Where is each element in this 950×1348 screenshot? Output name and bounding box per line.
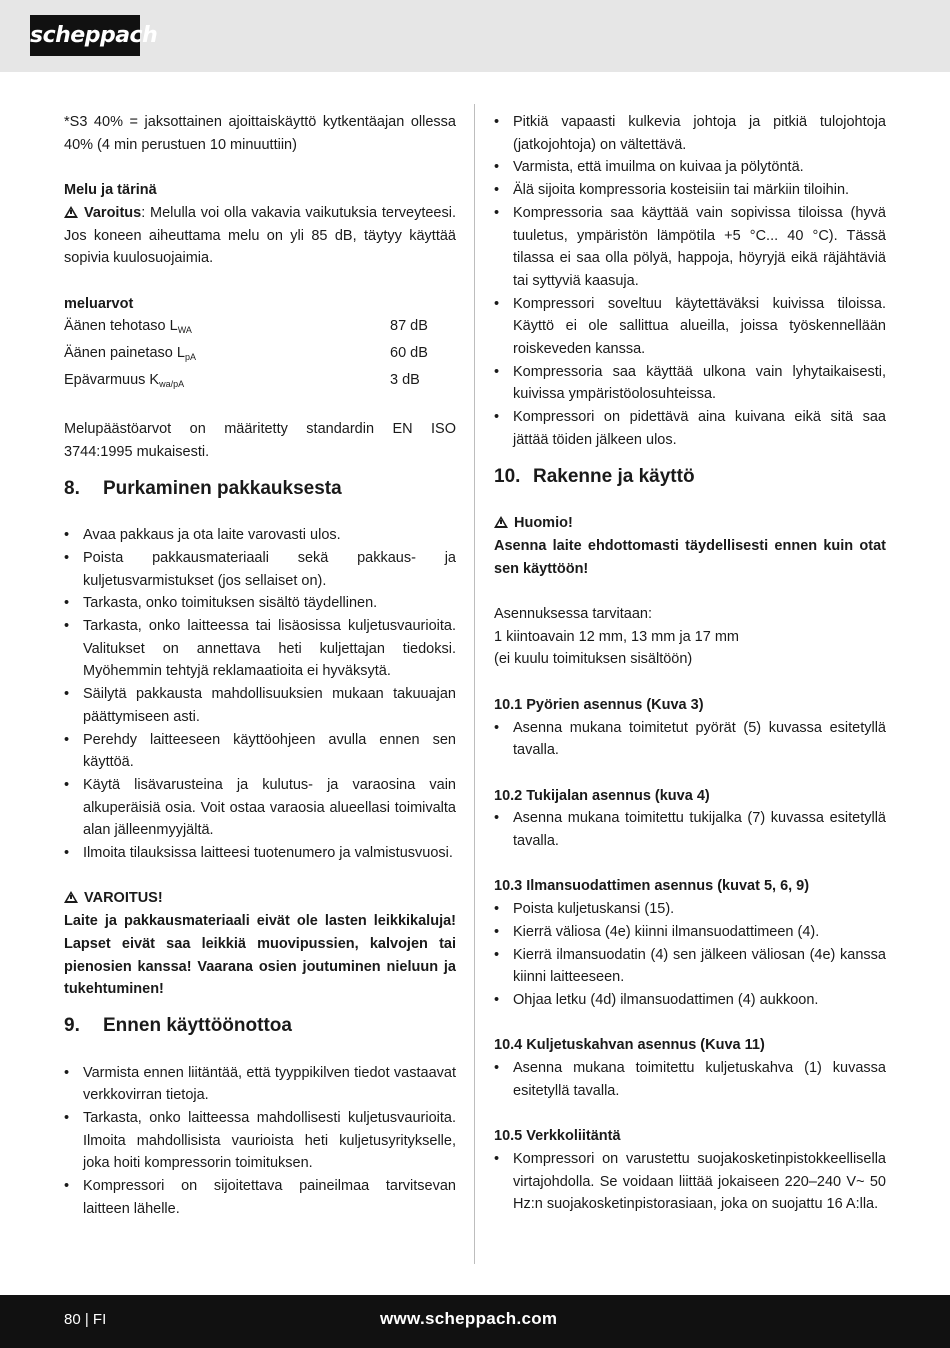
notice-label: Huomio!: [514, 515, 573, 532]
list-item: • Kompressori on pidettävä aina kuivana eikä sitä saa jättää töiden jälkeen ulos.: [494, 406, 886, 451]
tools-heading: Asennuksessa tarvitaan:: [494, 606, 652, 623]
list-item: • Varmista, että imuilma on kuivaa ja pölytöntä.: [494, 156, 886, 179]
section-number: 10.: [494, 465, 521, 487]
subsection-list: [494, 1057, 886, 1102]
left-column: [64, 111, 456, 1221]
list-item: • Kompressoria saa käyttää ulkona vain lyhytaikaisesti, kuivissa ympäristöolosuhteissa.: [494, 361, 886, 406]
page-header: [0, 0, 950, 72]
subsection-list: [494, 717, 886, 762]
section-10-heading: [494, 464, 886, 490]
s3-note: *S3 40% = jaksottainen ajoittaiskäyttö kytkentäajan ollessa 40% (4 min perustuen 10 minuuttiin): [64, 114, 456, 153]
list-item: • Perehdy laitteeseen käyttöohjeen avulla ennen sen käyttöä.: [64, 729, 456, 774]
list-item: • Ilmoita tilauksissa laitteesi tuotenumero ja valmistusvuosi.: [64, 842, 456, 865]
noise-value-sub: pA: [184, 352, 196, 362]
section-number: 8.: [64, 477, 80, 499]
subsection-title: 10.3 Ilmansuodattimen asennus (kuvat 5, 6, 9): [494, 878, 810, 895]
list-item: • Kierrä väliosa (4e) kiinni ilmansuodattimeen (4).: [494, 921, 886, 944]
list-item: • Kompressoria saa käyttää vain sopivissa tiloissa (hyvä tuuletus, ympäristön lämpötila +5 °C... 40 °C). Tässä tilassa ei saa olla pölyä, happoja, höyryjä eikä räjähtäviä tai syttyviä kaasuja.: [494, 202, 886, 293]
list-item: • Ohjaa letku (4d) ilmansuodattimen (4) aukkoon.: [494, 989, 886, 1012]
list-item: • Asenna mukana toimitetut pyörät (5) kuvassa esitetyllä tavalla.: [494, 717, 886, 762]
list-item: • Varmista ennen liitäntää, että tyyppikilven tiedot vastaavat verkkovirran tietoja.: [64, 1062, 456, 1107]
noise-warning: [64, 202, 456, 270]
list-item: • Älä sijoita kompressoria kosteisiin tai märkiin tiloihin.: [494, 179, 886, 202]
subsection-list: [494, 1148, 886, 1216]
warning-text: Laite ja pakkausmateriaali eivät ole lasten leikkikaluja! Lapset eivät saa leikkiä muovipussien, kalvojen tai pienosien kanssa! Vaarana osien joutuminen nieluun ja tukehtuminen!: [64, 913, 456, 998]
subsection-title: 10.2 Tukijalan asennus (kuva 4): [494, 787, 710, 804]
list-item: • Asenna mukana toimitettu tukijalka (7) kuvassa esitetyllä tavalla.: [494, 807, 886, 852]
warning-heading: [64, 887, 456, 910]
warning-icon: [64, 891, 78, 903]
noise-value-row: [64, 369, 456, 396]
noise-value-sub: WA: [177, 325, 192, 336]
subsection-list: [494, 807, 886, 852]
list-item: • Poista pakkausmateriaali sekä pakkaus- ja kuljetusvarmistukset (jos sellaiset on).: [64, 547, 456, 592]
noise-value: 87 dB: [390, 318, 428, 335]
subsection-title: 10.1 Pyörien asennus (Kuva 3): [494, 696, 704, 713]
noise-value-row: [64, 342, 456, 369]
noise-warning-label: Varoitus: [84, 204, 142, 221]
list-item: • Säilytä pakkausta mahdollisuuksien mukaan takuuajan päättymiseen asti.: [64, 683, 456, 728]
noise-value-sub: wa/pA: [159, 378, 185, 389]
noise-value-label: Epävarmuus K: [64, 371, 160, 388]
section-title: Ennen käyttöönottoa: [103, 1014, 292, 1036]
section-9-list: [64, 1062, 456, 1221]
website-link[interactable]: www.scheppach.com: [380, 1309, 558, 1328]
list-item: • Avaa pakkaus ja ota laite varovasti ulos.: [64, 524, 456, 547]
section-title: Rakenne ja käyttö: [533, 465, 695, 487]
list-item: • Asenna mukana toimitettu kuljetuskahva (1) kuvassa esitetyllä tavalla.: [494, 1057, 886, 1102]
notice-heading: [494, 512, 886, 535]
column-divider: [474, 104, 475, 1264]
section-8-heading: [64, 476, 456, 502]
notice-text: Asenna laite ehdottomasti täydellisesti ennen kuin otat sen käyttöön!: [494, 537, 886, 577]
subsection-title: 10.4 Kuljetuskahvan asennus (Kuva 11): [494, 1037, 765, 1054]
noise-values-heading: meluarvot: [64, 295, 134, 312]
list-item: • Tarkasta, onko toimituksen sisältö täydellinen.: [64, 592, 456, 615]
noise-standard: Melupäästöarvot on määritetty standardin EN ISO 3744:1995 mukaisesti.: [64, 421, 456, 460]
page-number: 80 | FI: [64, 1311, 107, 1328]
tools-note: (ei kuulu toimituksen sisältöön): [494, 651, 693, 668]
warning-icon: [64, 206, 78, 218]
list-item: • Tarkasta, onko laitteessa mahdollisesti kuljetusvaurioita. Ilmoita mahdollisista vaurioista heti kuljetusyritykselle, joka hoiti kompressorin toimituksen.: [64, 1107, 456, 1175]
noise-value: 3 dB: [390, 371, 420, 388]
list-item: • Kompressori soveltuu käytettäväksi kuivissa tiloissa. Käyttö ei ole sallittua alueilla, joissa työskennellään roiskeveden kanssa.: [494, 293, 886, 361]
noise-value-label: Äänen tehotaso L: [64, 318, 178, 335]
section-9-heading: [64, 1013, 456, 1039]
subsection-title: 10.5 Verkkoliitäntä: [494, 1128, 621, 1145]
list-item: • Kierrä ilmansuodatin (4) sen jälkeen väliosan (4e) kanssa kiinni laitteeseen.: [494, 944, 886, 989]
section-9-list-continued: [494, 111, 886, 452]
noise-value-label: Äänen painetaso L: [64, 345, 185, 361]
warning-icon: [494, 516, 508, 528]
list-item: • Käytä lisävarusteina ja kulutus- ja varaosina vain alkuperäisiä osia. Voit ostaa varaosia alueellasi toimivalta alan jälleenmyyjältä.: [64, 774, 456, 842]
list-item: • Poista kuljetuskansi (15).: [494, 898, 886, 921]
section-number: 9.: [64, 1014, 80, 1036]
noise-value-row: [64, 315, 456, 342]
brand-logo: scheppach: [30, 15, 140, 56]
list-item: • Kompressori on sijoitettava paineilmaa tarvitsevan laitteen lähelle.: [64, 1175, 456, 1220]
list-item: • Kompressori on varustettu suojakosketinpistokkeellisella virtajohdolla. Se voidaan liittää jokaiseen 220–240 V~ 50 Hz:n suojakosketinpistorasiaan, joka on suojattu 16 A:lla.: [494, 1148, 886, 1216]
subsection-list: [494, 898, 886, 1012]
noise-heading: Melu ja tärinä: [64, 182, 157, 199]
noise-value: 60 dB: [390, 345, 428, 361]
right-column: [494, 111, 886, 1216]
list-item: • Tarkasta, onko laitteessa tai lisäosissa kuljetusvaurioita. Valitukset on annettava heti kuljettajan tiedoksi. Myöhemmin tehtyjä reklamaatioita ei hyväksytä.: [64, 615, 456, 683]
noise-warning-text: : Melulla voi olla vakavia vaikutuksia terveyteesi. Jos koneen aiheuttama melu on yli 85 dB, täytyy käyttää sopivia kuulosuojaimia.: [64, 204, 456, 267]
warning-label: VAROITUS!: [84, 890, 163, 907]
page-footer: [0, 1295, 950, 1348]
section-8-list: [64, 524, 456, 865]
list-item: • Pitkiä vapaasti kulkevia johtoja ja pitkiä tulojohtoja (jatkojohtoja) on vältettävä.: [494, 111, 886, 156]
section-title: Purkaminen pakkauksesta: [103, 477, 342, 499]
tools-line: 1 kiintoavain 12 mm, 13 mm ja 17 mm: [494, 628, 739, 645]
